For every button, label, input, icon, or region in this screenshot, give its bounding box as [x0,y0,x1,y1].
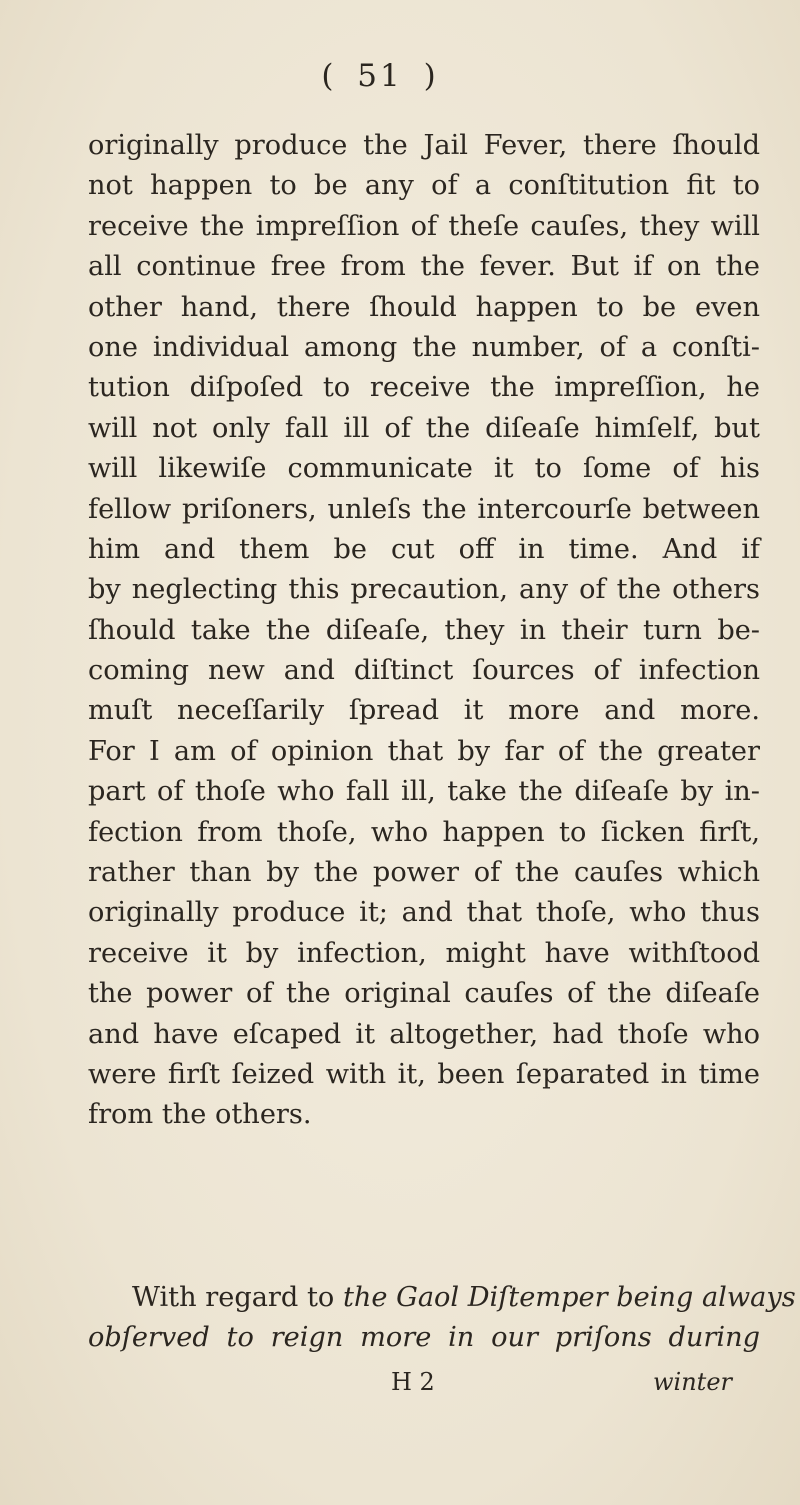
text-line: by neglecting this precaution, any of the others [88,574,760,606]
text-line: and have eſcaped it altogether, had thoſe who [88,1018,760,1050]
paragraph-2 [88,1278,796,1359]
signature-mark: H 2 [391,1368,435,1396]
text-run: With regard to [132,1282,335,1313]
text-line: muſt neceſſarily ſpread it more and more. [88,695,760,727]
text-line: fection from thoſe, who happen to ſicken firſt, [88,816,760,848]
text-line: originally produce the Jail Fever, there ſhould [88,130,760,161]
text-line: coming new and diſtinct ſources of infection [88,655,760,687]
text-line: receive it by infection, might have withſtood [88,937,760,969]
text-line: the power of the original cauſes of the diſeaſe [88,978,760,1010]
text-line: all continue free from the fever. But if on the [88,251,760,283]
italic-text-run: the Gaol Diſtemper being always [342,1282,796,1313]
text-line: tution diſpoſed to receive the impreſſion, he [88,372,760,404]
catchword: winter [653,1368,732,1396]
text-line: him and them be cut off in time. And if [88,533,760,565]
text-line: not happen to be any of a conſtitution fit to [88,170,760,202]
text-line: were firſt ſeized with it, been ſeparated in time [88,1058,760,1090]
text-line: obſerved to reign more in our priſons during [88,1322,760,1354]
text-line: originally produce it; and that thoſe, who thus [88,897,760,929]
text-line: ſhould take the diſeaſe, they in their turn be- [88,614,760,646]
text-line: For I am of opinion that by far of the greater [88,735,760,767]
text-line: receive the impreſſion of theſe cauſes, they will [88,210,760,242]
text-line: from the others. [88,1099,312,1131]
text-line: other hand, there ſhould happen to be even [88,291,760,323]
text-line: will not only fall ill of the diſeaſe himſelf, but [88,412,760,444]
page-footer [88,1368,760,1402]
text-line: one individual among the number, of a conſti- [88,331,760,363]
text-line: rather than by the power of the cauſes which [88,857,760,889]
page-number: ( 51 ) [321,58,439,94]
text-line: part of thoſe who fall ill, take the diſeaſe by in- [88,776,760,808]
paragraph-1 [88,126,760,1136]
text-line: will likewiſe communicate it to ſome of his [88,453,760,485]
text-line [88,1278,796,1318]
text-line: fellow priſoners, unleſs the intercourſe between [88,493,760,525]
